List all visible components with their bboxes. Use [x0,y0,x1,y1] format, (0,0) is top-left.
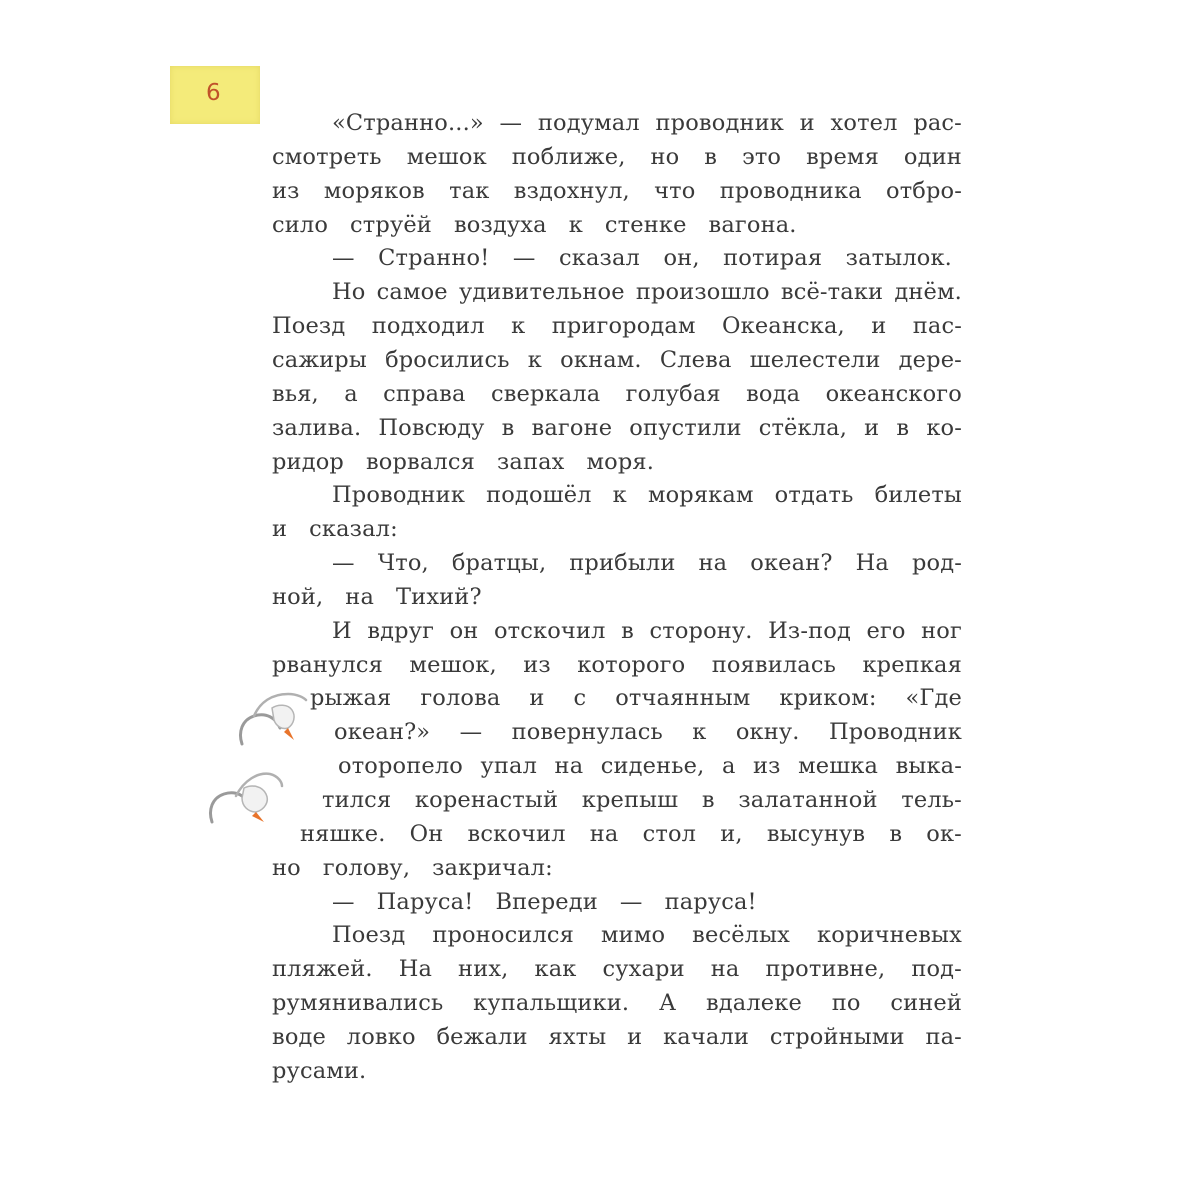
text-line [332,918,962,952]
word: удивительное [458,279,625,305]
word: противне, [765,956,886,982]
word: его [866,618,906,644]
word: ной, [272,584,324,610]
word: в [701,787,715,813]
word: ок- [926,821,962,847]
word: рыжая [310,685,392,711]
word: в [889,821,903,847]
word: отдать [774,482,854,508]
word: вагона. [708,212,797,238]
word: Что, [377,550,429,576]
text-line [300,817,962,851]
word: всё-таки [780,279,884,305]
word: Слева [659,347,732,373]
word: и [627,1024,643,1050]
word: И [332,618,352,644]
text-line [272,377,962,411]
word: отскочил [493,618,606,644]
word: но [272,855,301,881]
word: Он [409,821,444,847]
word: ног [921,618,962,644]
text-line [272,343,962,377]
word: коричневых [816,922,962,948]
word: из [753,753,781,779]
word: бросились [385,347,510,373]
word: — [499,110,523,136]
word: вья, [272,381,319,407]
word: морякам [647,482,754,508]
word: в [621,618,634,644]
word: яхты [548,1024,607,1050]
word: дере- [898,347,962,373]
word: струёй [350,212,432,238]
word: он, [663,245,700,271]
text-line [272,851,575,885]
word: Из-под [768,618,851,644]
word: смотреть [272,144,382,170]
word: голова [420,685,501,711]
word: Паруса! [376,889,474,915]
word: крепыш [581,787,679,813]
word: — [332,245,355,271]
word: и [272,516,288,542]
word: коренастый [414,787,559,813]
word: а [721,753,736,779]
word: стройными [769,1024,905,1050]
word: океан? [750,550,833,576]
word: днём. [894,279,962,305]
word: Тихий? [396,584,482,610]
word: стол [642,821,697,847]
word: «Где [905,685,962,711]
word: — [332,550,355,576]
text-line [272,309,962,343]
seagull-icon [232,684,312,754]
text-line [332,275,962,309]
word: но [650,144,680,170]
word: ридор [272,449,344,475]
word: высунув [766,821,866,847]
text-line [332,478,962,512]
word: — [619,889,643,915]
word: Повсюду [378,415,485,441]
word: моря. [586,449,655,475]
word: сажиры [272,347,367,373]
text-line [272,952,962,986]
word: Океанска, [722,313,845,339]
word: воздуха [453,212,547,238]
word: няшке. [300,821,386,847]
word: с [573,685,587,711]
word: в [896,415,910,441]
word: отчаянным [615,685,751,711]
word: к [568,212,583,238]
word: и [864,415,880,441]
word: мешка [798,753,879,779]
word: билеты [874,482,962,508]
word: моряков [323,178,425,204]
text-line [272,208,819,242]
word: к [692,719,707,745]
word: затылок. [845,245,952,271]
word: род- [911,550,962,576]
word: проносился [432,922,575,948]
word: и [529,685,545,711]
word: пляжей. [272,956,373,982]
word: в [704,144,718,170]
word: сказал [559,245,640,271]
word: голубая [625,381,721,407]
word: один [903,144,962,170]
text-line [272,1054,388,1088]
word: упал [480,753,538,779]
text-line [272,1020,962,1054]
word: вскочил [467,821,566,847]
word: — [459,719,483,745]
word: — [512,245,536,271]
word: сиденье, [600,753,705,779]
word: крепкая [862,652,962,678]
word: подходил [371,313,485,339]
word: залива. [272,415,362,441]
word: к [612,482,627,508]
word: запах [496,449,565,475]
word: — [332,889,355,915]
word: опустили [629,415,742,441]
word: появилась [711,652,837,678]
word: ловко [346,1024,416,1050]
word: рванулся [272,652,384,678]
word: из [272,178,300,204]
word: на [698,550,728,576]
text-line [332,546,962,580]
page-number: 6 [206,80,221,106]
word: как [534,956,577,982]
word: Поезд [332,922,406,948]
word: Но [332,279,366,305]
word: сторону. [649,618,753,644]
word: Впереди [495,889,598,915]
word: ко- [926,415,962,441]
word: румянивались [272,990,444,1016]
word: которого [577,652,686,678]
word: океан?» [334,719,431,745]
word: них, [458,956,509,982]
word: по [831,990,861,1016]
word: и, [720,821,743,847]
word: сухари [602,956,685,982]
text-line [334,715,962,749]
word: братцы, [451,550,547,576]
text-line [310,681,962,715]
word: это [742,144,782,170]
word: на [554,753,584,779]
word: вагоне [531,415,613,441]
word: стёкла, [758,415,848,441]
word: окну. [735,719,800,745]
word: а [344,381,358,407]
word: сило [272,212,329,238]
word: весёлых [692,922,790,948]
text-line [272,580,504,614]
word: паруса! [664,889,757,915]
text-line [332,885,779,919]
word: в [501,415,515,441]
word: справа [383,381,466,407]
word: шелестели [749,347,881,373]
word: тился [322,787,392,813]
word: прибыли [569,550,676,576]
word: и [799,110,815,136]
word: на [345,584,375,610]
word: стенке [604,212,687,238]
word: окнам. [560,347,642,373]
word: пригородам [551,313,696,339]
text-line [332,241,952,275]
word: На [398,956,433,982]
word: и [871,313,887,339]
word: из [523,652,551,678]
word: на [710,956,740,982]
word: вдалеке [705,990,802,1016]
word: пас- [912,313,962,339]
word: Проводник [332,482,466,508]
word: мешок, [409,652,497,678]
text-line [272,512,420,546]
word: вздохнул, [513,178,630,204]
word: время [806,144,879,170]
text-line [322,783,962,817]
word: залатанной [738,787,878,813]
word: тель- [901,787,962,813]
word: закричал: [432,855,553,881]
word: что [654,178,696,204]
word: На [855,550,889,576]
word: сказал: [309,516,398,542]
text-line [272,174,962,208]
word: сверкала [490,381,601,407]
word: мимо [601,922,666,948]
word: синей [890,990,962,1016]
word: проводника [719,178,862,204]
word: подошёл [486,482,592,508]
text-line [272,648,962,682]
word: проводник [655,110,784,136]
text-line [332,614,962,648]
word: потирая [723,245,823,271]
word: воде [272,1024,326,1050]
text-line [332,106,962,140]
word: подумал [537,110,640,136]
word: самое [376,279,448,305]
word: А [658,990,677,1016]
word: русами. [272,1058,367,1084]
word: Странно! [378,245,490,271]
word: выка- [895,753,962,779]
word: вдруг [367,618,435,644]
word: голову, [322,855,411,881]
text-line [338,749,962,783]
text-line [272,140,962,174]
word: океанского [825,381,962,407]
word: оторопело [338,753,463,779]
text-line [272,411,962,445]
word: к [511,313,526,339]
word: «Странно...» [332,110,484,136]
word: мешок [406,144,487,170]
seagull-icon [200,766,290,828]
word: он [449,618,479,644]
word: па- [925,1024,962,1050]
word: вода [746,381,801,407]
word: бежали [436,1024,528,1050]
word: Поезд [272,313,346,339]
word: на [589,821,619,847]
word: Проводник [828,719,962,745]
word: к [527,347,543,373]
word: криком: [779,685,877,711]
word: под- [911,956,962,982]
word: рас- [913,110,962,136]
word: качали [663,1024,750,1050]
word: отбро- [886,178,962,204]
word: купальщики. [473,990,630,1016]
word: ворвался [365,449,475,475]
word: повернулась [511,719,663,745]
word: так [449,178,490,204]
word: хотел [830,110,898,136]
text-line [272,445,676,479]
word: произошло [635,279,770,305]
text-line [272,986,962,1020]
word: поближе, [511,144,626,170]
